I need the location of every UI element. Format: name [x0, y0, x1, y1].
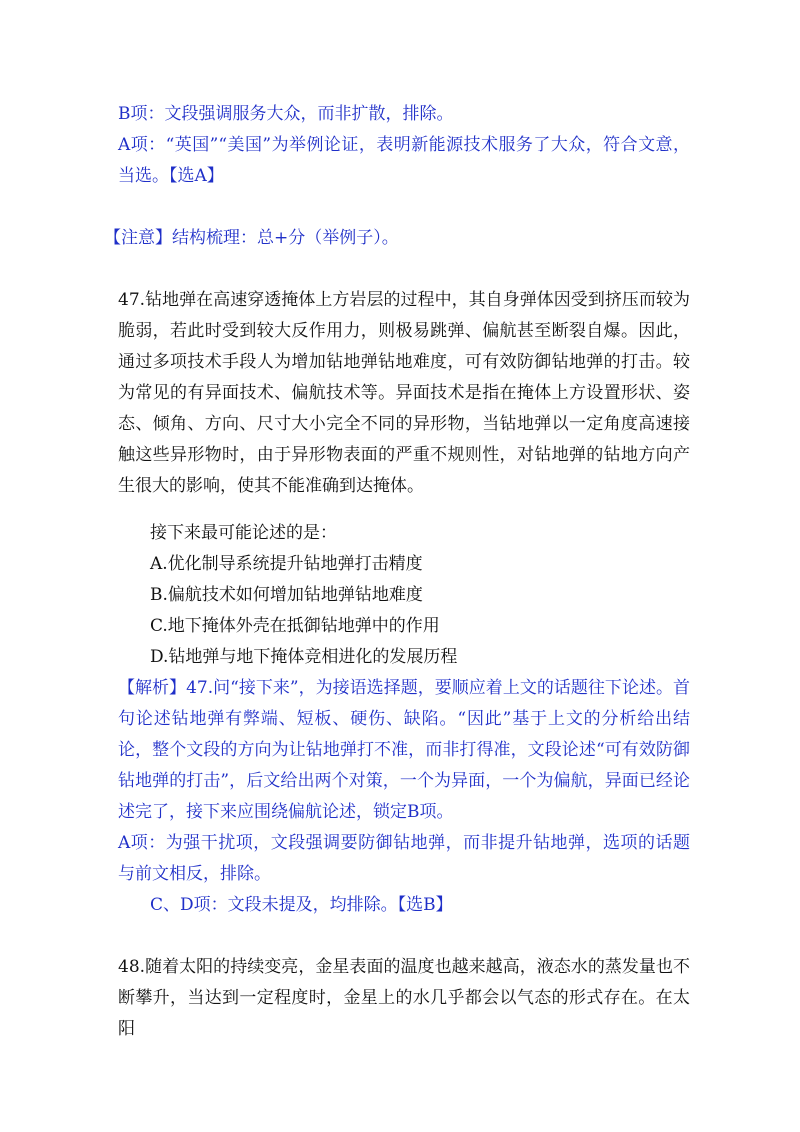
q47-option-a: A.优化制导系统提升钻地弹打击精度: [150, 554, 423, 574]
prev-b-option: B项：文段强调服务大众，而非扩散，排除。: [118, 104, 454, 124]
prev-note: 【注意】结构梳理：总+分（举例子）。: [104, 228, 399, 248]
prev-a-option: A项：“英国”“美国”为举例论证，表明新能源技术服务了大众，符合文意，当选。【选A】: [118, 135, 690, 186]
q47-analysis: 【解析】47.问“接下来”，为接语选择题，要顺应着上文的话题往下论述。首句论述钻地弹有弊端、短板、硬伤、缺陷。“因此”基于上文的分析给出结论，整个文段的方向为让钻地弹打不准，而非打得准，文段论述“可有效防御钻地弹的打击”，后文给出两个对策，一个为异面，一个为偏航，异面已经论述完了，接下来应围绕偏航论述，锁定B项。: [118, 678, 690, 822]
q48-stem: 48.随着太阳的持续变亮，金星表面的温度也越来越高，液态水的蒸发量也不断攀升，当达到一定程度时，金星上的水几乎都会以气态的形式存在。在太阳: [118, 957, 690, 1039]
q47-cd-option: C、D项：文段未提及，均排除。【选B】: [150, 895, 453, 915]
q47-a-option: A项：为强干扰项，文段强调要防御钻地弹，而非提升钻地弹，选项的话题与前文相反，排除。: [118, 833, 690, 884]
q47-stem: 47.钻地弹在高速穿透掩体上方岩层的过程中，其自身弹体因受到挤压而较为脆弱，若此时受到较大反作用力，则极易跳弹、偏航甚至断裂自爆。因此，通过多项技术手段人为增加钻地弹钻地难度，可有效防御钻地弹的打击。较为常见的有异面技术、偏航技术等。异面技术是指在掩体上方设置形状、姿态、倾角、方向、尺寸大小完全不同的异形物，当钻地弹以一定角度高速接触这些异形物时，由于异形物表面的严重不规则性，对钻地弹的钻地方向产生很大的影响，使其不能准确到达掩体。: [118, 290, 690, 496]
q47-option-d: D.钻地弹与地下掩体竞相进化的发展历程: [150, 647, 458, 667]
q47-option-b: B.偏航技术如何增加钻地弹钻地难度: [150, 585, 423, 605]
q47-prompt: 接下来最可能论述的是：: [150, 523, 337, 543]
q47-option-c: C.地下掩体外壳在抵御钻地弹中的作用: [150, 616, 440, 636]
